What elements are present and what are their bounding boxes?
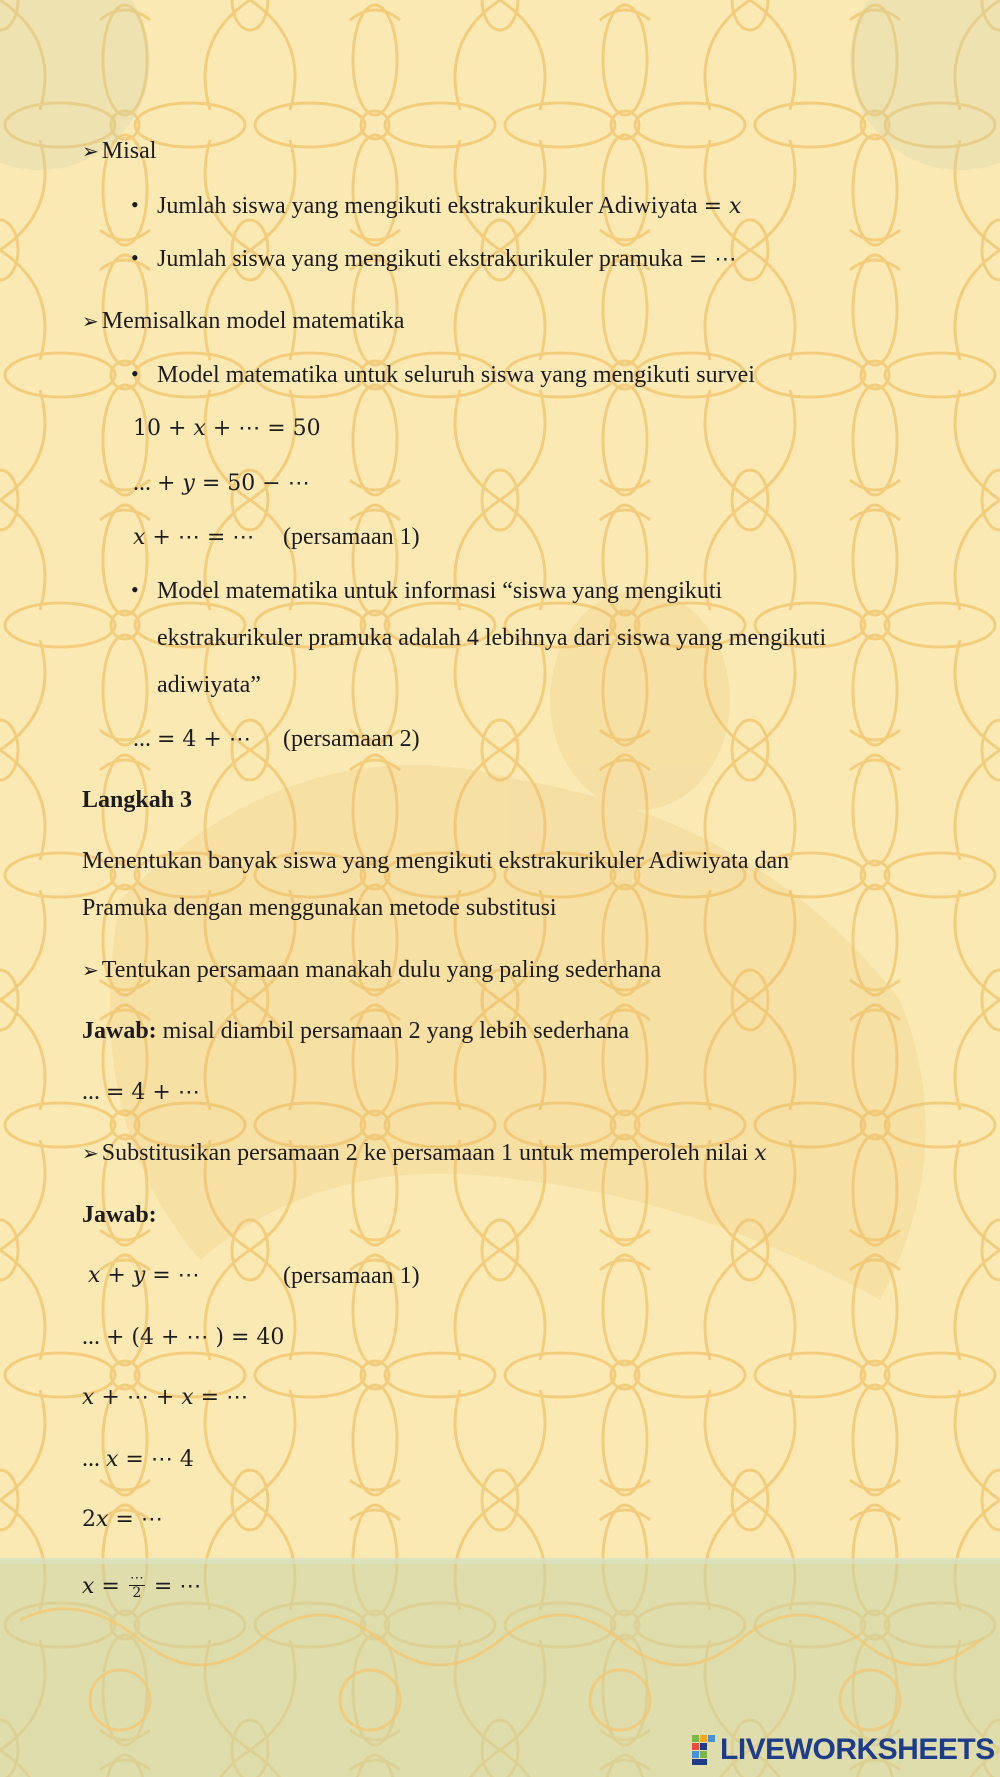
model-bullet-informasi-line3: adiwiyata” — [157, 672, 261, 698]
label-persamaan-1: (persamaan 1) — [283, 524, 420, 550]
liveworksheets-logo: LIVEWORKSHEETS — [692, 1730, 995, 1770]
equation-total: 10 + 𝑥 + ⋯ = 50 — [133, 416, 321, 441]
model-bullet-informasi-line2: ekstrakurikuler pramuka adalah 4 lebihnya dari siswa yang mengikuti — [157, 625, 827, 651]
answer-2-label: Jawab: — [82, 1202, 157, 1228]
model-bullet-survei: Model matematika untuk seluruh siswa yang mengikuti survei — [157, 362, 755, 388]
model-bullet-informasi-line1: Model matematika untuk informasi “siswa yang mengikuti — [157, 578, 723, 604]
instruction-simplest-equation: ➢ Tentukan persamaan manakah dulu yang paling sederhana — [82, 957, 662, 983]
step-3-description-line1: Menentukan banyak siswa yang mengikuti ekstrakurikuler Adiwiyata dan — [82, 848, 790, 874]
bullet-icon: • — [131, 577, 139, 602]
label-persamaan-2: (persamaan 2) — [283, 726, 420, 752]
step-3-title: Langkah 3 — [82, 787, 193, 813]
answer-1: Jawab: misal diambil persamaan 2 yang lebih sederhana — [82, 1018, 630, 1044]
arrow-bullet-icon: ➢ — [82, 139, 99, 163]
step-3-description-line2: Pramuka dengan menggunakan metode substitusi — [82, 895, 557, 921]
label-persamaan-1-again: (persamaan 1) — [283, 1263, 420, 1289]
equation-x-plus-y: 𝑥 + 𝑦 = ⋯ — [88, 1263, 200, 1288]
section-model-heading: ➢ Memisalkan model matematika — [82, 308, 405, 334]
arrow-bullet-icon: ➢ — [82, 958, 99, 982]
equation-persamaan-2: ... = 4 + ⋯ — [133, 726, 251, 752]
bullet-icon: • — [131, 361, 139, 386]
equation-2x: 2𝑥 = ⋯ — [82, 1507, 163, 1532]
equation-x-fraction: 𝑥 = $\frac{\cdots}{2}$ = ⋯ — [82, 1569, 202, 1601]
equation-coefficient: ... 𝑥 = ⋯ 4 — [82, 1446, 194, 1472]
equation-chosen: ... = 4 + ⋯ — [82, 1079, 200, 1105]
equation-y-blank: ... + 𝑦 = 50 − ⋯ — [133, 470, 310, 496]
equation-persamaan-1: 𝑥 + ⋯ = ⋯ — [133, 525, 255, 550]
arrow-bullet-icon: ➢ — [82, 309, 99, 333]
liveworksheets-logo-icon — [692, 1735, 716, 1765]
bullet-icon: • — [131, 245, 139, 270]
misal-bullet-pramuka: Jumlah siswa yang mengikuti ekstrakurikuler pramuka = ⋯ — [157, 246, 737, 272]
arrow-bullet-icon: ➢ — [82, 1141, 99, 1165]
bullet-icon: • — [131, 192, 139, 217]
misal-bullet-adiwiyata: Jumlah siswa yang mengikuti ekstrakurikuler Adiwiyata = 𝑥 — [157, 193, 742, 219]
section-misal-heading: ➢ Misal — [82, 138, 157, 164]
instruction-substitute: ➢ Substitusikan persamaan 2 ke persamaan 1 untuk memperoleh nilai 𝑥 — [82, 1140, 767, 1166]
equation-substitution: ... + (4 + ⋯ ) = 40 — [82, 1324, 285, 1350]
equation-combine: 𝑥 + ⋯ + 𝑥 = ⋯ — [82, 1385, 249, 1410]
fraction: $\frac{\cdots}{2}$ — [129, 1569, 144, 1601]
